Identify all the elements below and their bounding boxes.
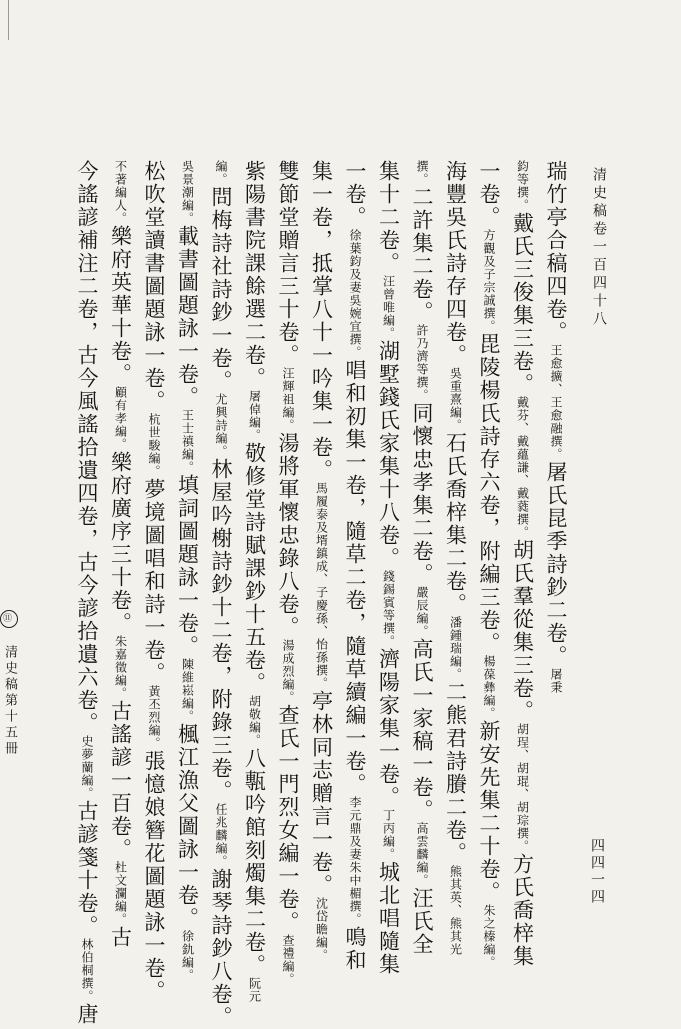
annotation-note: 丁丙編。 [381, 809, 396, 861]
annotation-note: 編。 [214, 160, 228, 186]
main-text: 林屋吟榭詩鈔十二卷，附錄三卷。 [209, 458, 233, 803]
main-text: 敬修堂詩賦課鈔十五卷。 [242, 442, 267, 695]
annotation-note: 潘鍾瑞編。 [448, 616, 463, 681]
main-text: 高氏一家稿一卷。 [410, 638, 434, 822]
spine-margin [0, 610, 18, 757]
main-text: 古謠諺一百卷。 [108, 700, 133, 861]
annotation-note: 屠倬編。 [247, 390, 262, 442]
annotation-note: 戴芬、戴蘊謙、戴蕤撰。 [515, 396, 530, 539]
annotation-note: 王愈擴、王愈融撰。 [549, 344, 563, 461]
text-column [438, 160, 472, 956]
main-text: 雙節堂贈言三十卷。 [276, 160, 300, 367]
annotation-note: 吳景潮編。 [180, 160, 195, 225]
main-text: 戴氏三俊集三卷。 [510, 212, 535, 396]
annotation-note: 徐釚編。 [180, 930, 195, 982]
annotation-note: 沈岱瞻編。 [314, 897, 329, 962]
main-text: 城北唱隨集 [376, 861, 401, 976]
annotation-note: 李元鼎及妻朱中楣撰。 [348, 796, 362, 926]
main-text: 楓江漁父圖詠一卷。 [175, 723, 200, 930]
main-text: 海豐吳氏詩存四卷。 [443, 160, 468, 367]
text-column [137, 160, 171, 1003]
page-number: 四四一四 [589, 838, 605, 906]
crop-mark [8, 0, 9, 40]
main-text: 集一卷，抵掌八十一吟集一卷。 [309, 160, 334, 482]
annotation-note: 錢錫賓等撰。 [381, 570, 396, 648]
main-text: 屠氏昆季詩鈔二卷。 [544, 461, 568, 668]
main-text: 問梅詩社詩鈔一卷。 [209, 186, 233, 393]
main-text: 載書圖題詠一卷。 [175, 225, 200, 409]
text-column [472, 160, 506, 969]
main-text: 一卷。 [477, 160, 501, 229]
main-text: 二熊君詩賸二卷。 [443, 681, 468, 865]
main-text: 瑞竹亭合稿四卷。 [544, 160, 568, 344]
annotation-note: 任兆麟編。 [214, 803, 228, 868]
main-text: 亭林同志贈言一卷。 [309, 690, 334, 897]
main-text: 夢境圖唱和詩一卷。 [142, 478, 166, 685]
main-text: 填詞圖題詠一卷。 [175, 474, 200, 658]
annotation-note: 尤興詩編。 [214, 393, 228, 458]
annotation-note: 屠秉 [549, 668, 563, 694]
annotation-note: 熊其英、熊其光 [448, 865, 463, 956]
main-text: 二許集二卷。 [410, 186, 434, 324]
main-text: 唐 [75, 1003, 99, 1026]
text-column [405, 160, 439, 956]
annotation-note: 史夢蘭編。 [80, 735, 94, 800]
annotation-note: 朱嘉徵編。 [113, 635, 128, 700]
annotation-note: 顧有孝編。 [113, 386, 128, 451]
main-text: 湯將軍懷忠錄八卷。 [276, 432, 300, 639]
annotation-note: 陳維崧編。 [180, 658, 195, 723]
main-text: 查氏一門烈女編一卷。 [276, 704, 300, 934]
text-column [338, 160, 372, 972]
main-text: 新安先集二十卷。 [477, 720, 501, 904]
main-text: 謝琴詩鈔八卷。 [209, 868, 233, 1029]
main-text: 鳴和 [343, 926, 367, 972]
annotation-note: 鈞等撰。 [515, 160, 530, 212]
text-column [539, 160, 573, 895]
text-column [371, 160, 405, 976]
main-text: 古 [108, 926, 133, 949]
text-column [505, 160, 539, 968]
text-column [271, 160, 305, 986]
main-text: 松吹堂讀書圖題詠一卷。 [142, 160, 166, 413]
main-text: 毘陵楊氏詩存六卷，附編三卷。 [477, 333, 501, 655]
annotation-note: 杭世駿編。 [147, 413, 161, 478]
annotation-note: 嚴辰編。 [415, 586, 429, 638]
main-text: 石氏喬梓集二卷。 [443, 432, 468, 616]
annotation-note: 許乃濟等撰。 [415, 324, 429, 402]
annotation-note: 吳重熹編。 [448, 367, 463, 432]
main-text: 唱和初集一卷，隨草二卷，隨草續編一卷。 [343, 359, 367, 796]
annotation-note: 朱之榛編。 [482, 904, 496, 969]
annotation-note: 胡珵、胡琨、胡琮撰。 [515, 723, 530, 853]
text-column [237, 160, 271, 1003]
running-header: 清史稿卷一百四十八 [591, 167, 607, 329]
spine-text: 清史稿第十五冊 [2, 645, 17, 758]
annotation-note: 高雲麟編。 [415, 822, 429, 887]
annotation-note: 林伯桐撰。 [80, 938, 94, 1003]
main-text: 今謠諺補注二卷，古今風謠拾遺四卷，古今諺拾遺六卷。 [75, 160, 99, 735]
annotation-note: 汪輝祖編。 [281, 367, 295, 432]
main-text: 集十二卷。 [376, 160, 401, 275]
volume-badge: ⑪ [0, 610, 18, 628]
annotation-note: 胡敬編。 [247, 695, 262, 747]
main-text: 八甎吟館刻燭集二卷。 [242, 747, 267, 977]
main-text: 同懷忠孝集二卷。 [410, 402, 434, 586]
main-text: 方氏喬梓集 [510, 853, 535, 968]
vertical-text-body [72, 160, 572, 1029]
annotation-note: 阮元 [247, 977, 262, 1003]
annotation-note: 撰。 [415, 160, 429, 186]
main-text: 汪氏全 [410, 887, 434, 956]
annotation-note: 徐葉鈞及妻吳婉宜撰。 [348, 229, 362, 359]
main-text: 一卷。 [343, 160, 367, 229]
annotation-note: 汪曾唯編。 [381, 275, 396, 340]
text-column [204, 160, 238, 1029]
annotation-note: 方觀及子宗誠撰。 [482, 229, 496, 333]
annotation-note: 湯成烈編。 [281, 639, 295, 704]
text-column [103, 160, 137, 949]
main-text: 濟陽家集一卷。 [376, 648, 401, 809]
text-column [304, 160, 338, 962]
annotation-note: 查禮編。 [281, 934, 295, 986]
main-text: 古諺箋十卷。 [75, 800, 99, 938]
text-column [170, 160, 204, 982]
main-text: 湖墅錢氏家集十八卷。 [376, 340, 401, 570]
annotation-note: 楊葆彝編。 [482, 655, 496, 720]
annotation-note: 杜文瀾編。 [113, 861, 128, 926]
main-text: 紫陽書院課餘選二卷。 [242, 160, 267, 390]
main-text: 樂府廣序三十卷。 [108, 451, 133, 635]
annotation-note: 馬履泰及壻鎮成、子慶孫、怡孫撰。 [314, 482, 329, 690]
annotation-note: 王士禛編。 [180, 409, 195, 474]
main-text: 胡氏羣從集三卷。 [510, 539, 535, 723]
main-text: 張憶娘簪花圖題詠一卷。 [142, 750, 166, 1003]
annotation-note: 黃丕烈編。 [147, 685, 161, 750]
text-column [70, 160, 104, 1026]
annotation-note: 不著編人。 [113, 160, 128, 225]
main-text: 樂府英華十卷。 [108, 225, 133, 386]
